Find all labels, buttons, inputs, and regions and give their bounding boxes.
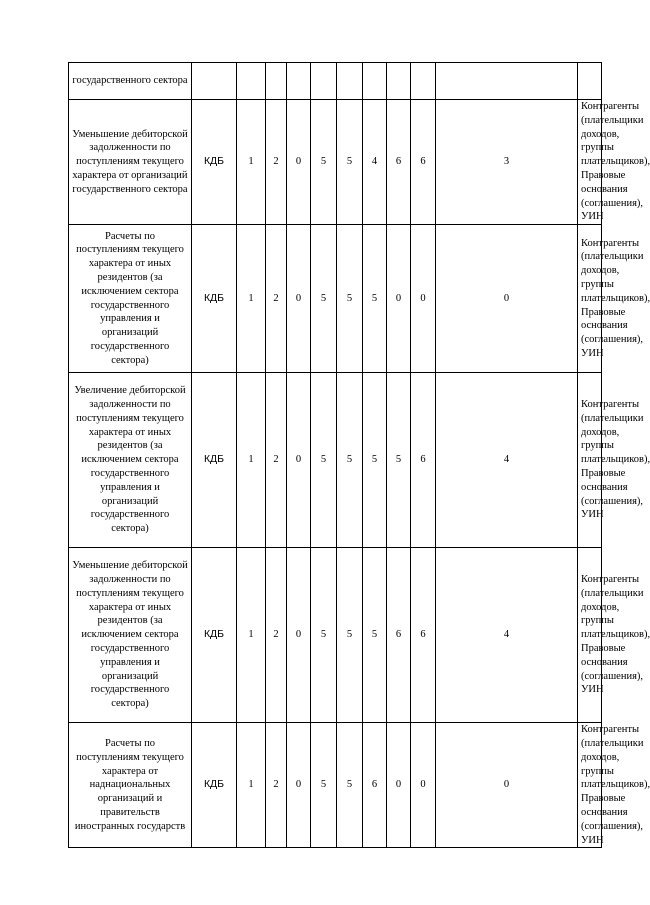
- digit-cell: 4: [436, 373, 578, 548]
- digit-cell: 5: [311, 723, 337, 848]
- digit-cell: 2: [266, 100, 287, 225]
- account-name-cell: Расчеты по поступлениям текущего характера от наднациональных организаций и правительств иностранных государств: [69, 723, 192, 848]
- account-name-cell: Уменьшение дебиторской задолженности по поступлениям текущего характера от организаций государственного сектора: [69, 100, 192, 225]
- digit-cell: 0: [287, 225, 311, 373]
- code-type-cell: КДБ: [192, 100, 237, 225]
- digit-cell: 5: [363, 373, 387, 548]
- digit-cell: 5: [311, 373, 337, 548]
- digit-cell: [266, 63, 287, 100]
- code-type-cell: [192, 63, 237, 100]
- code-type-cell: КДБ: [192, 723, 237, 848]
- analytics-cell: Контрагенты (плательщики доходов, группы плательщиков), Правовые основания (соглашения), УИН: [578, 548, 602, 723]
- digit-cell: 5: [363, 225, 387, 373]
- account-name-cell: Увеличение дебиторской задолженности по поступлениям текущего характера от иных резидентов (за исключением сектора государственного управления и организаций государственного сектора): [69, 373, 192, 548]
- digit-cell: 0: [287, 548, 311, 723]
- digit-cell: 5: [387, 373, 411, 548]
- digit-cell: 0: [387, 225, 411, 373]
- digit-cell: 5: [337, 723, 363, 848]
- accounts-table: [68, 62, 650, 848]
- digit-cell: 4: [363, 100, 387, 225]
- table-row: [69, 63, 602, 100]
- digit-cell: 0: [287, 100, 311, 225]
- account-name-cell: Расчеты по поступлениям текущего характера от иных резидентов (за исключением сектора государственного управления и организаций государственного сектора): [69, 225, 192, 373]
- digit-cell: 6: [387, 548, 411, 723]
- digit-cell: 0: [287, 723, 311, 848]
- digit-cell: [411, 63, 436, 100]
- digit-cell: 5: [311, 548, 337, 723]
- digit-cell: 0: [411, 723, 436, 848]
- digit-cell: 5: [337, 373, 363, 548]
- digit-cell: 6: [411, 548, 436, 723]
- digit-cell: 2: [266, 548, 287, 723]
- analytics-cell: [578, 63, 602, 100]
- code-type-cell: КДБ: [192, 373, 237, 548]
- digit-cell: 1: [237, 723, 266, 848]
- digit-cell: 2: [266, 225, 287, 373]
- digit-cell: [311, 63, 337, 100]
- digit-cell: [436, 63, 578, 100]
- table-row: [69, 225, 602, 373]
- digit-cell: 5: [311, 100, 337, 225]
- digit-cell: 1: [237, 100, 266, 225]
- digit-cell: 6: [411, 373, 436, 548]
- digit-cell: [337, 63, 363, 100]
- digit-cell: 2: [266, 373, 287, 548]
- code-type-cell: КДБ: [192, 225, 237, 373]
- digit-cell: [287, 63, 311, 100]
- digit-cell: 1: [237, 373, 266, 548]
- digit-cell: 4: [436, 548, 578, 723]
- digit-cell: 5: [337, 548, 363, 723]
- digit-cell: 6: [411, 100, 436, 225]
- analytics-cell: Контрагенты (плательщики доходов, группы плательщиков), Правовые основания (соглашения), УИН: [578, 225, 602, 373]
- digit-cell: 5: [337, 100, 363, 225]
- digit-cell: 5: [311, 225, 337, 373]
- digit-cell: 0: [287, 373, 311, 548]
- digit-cell: 0: [387, 723, 411, 848]
- digit-cell: 5: [363, 548, 387, 723]
- digit-cell: 6: [363, 723, 387, 848]
- table-row: [69, 373, 602, 548]
- digit-cell: 5: [337, 225, 363, 373]
- accounts-table-body: [69, 63, 650, 848]
- account-name-cell: Уменьшение дебиторской задолженности по поступлениям текущего характера от иных резидентов (за исключением сектора государственного управления и организаций государственного сектора): [69, 548, 192, 723]
- digit-cell: 0: [411, 225, 436, 373]
- digit-cell: 0: [436, 723, 578, 848]
- account-name-cell: государственного сектора: [69, 63, 192, 100]
- code-type-cell: КДБ: [192, 548, 237, 723]
- digit-cell: 0: [436, 225, 578, 373]
- table-row: [69, 100, 602, 225]
- digit-cell: [237, 63, 266, 100]
- digit-cell: 1: [237, 225, 266, 373]
- digit-cell: 6: [387, 100, 411, 225]
- analytics-cell: Контрагенты (плательщики доходов, группы плательщиков), Правовые основания (соглашения), УИН: [578, 100, 602, 225]
- digit-cell: [363, 63, 387, 100]
- table-row: [69, 723, 602, 848]
- digit-cell: [387, 63, 411, 100]
- analytics-cell: Контрагенты (плательщики доходов, группы плательщиков), Правовые основания (соглашения), УИН: [578, 373, 602, 548]
- digit-cell: 2: [266, 723, 287, 848]
- table-row: [69, 548, 602, 723]
- analytics-cell: Контрагенты (плательщики доходов, группы плательщиков), Правовые основания (соглашения), УИН: [578, 723, 602, 848]
- digit-cell: 1: [237, 548, 266, 723]
- digit-cell: 3: [436, 100, 578, 225]
